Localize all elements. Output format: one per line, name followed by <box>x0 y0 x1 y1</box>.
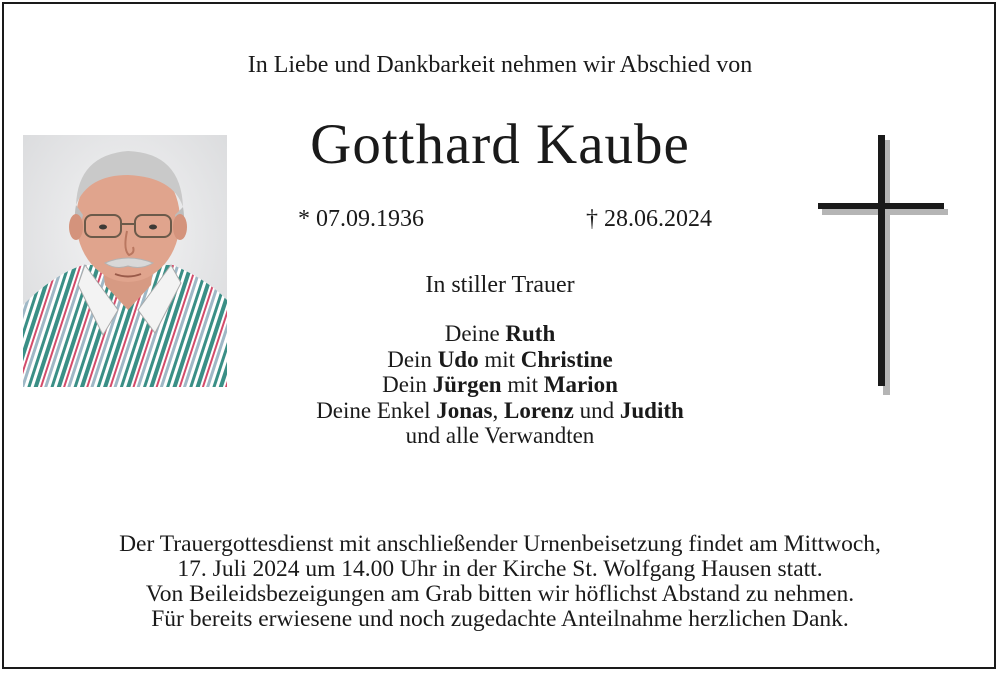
family-text: und <box>573 397 620 423</box>
cross-icon <box>810 130 955 395</box>
family-member: Jonas <box>436 397 493 423</box>
family-text: , <box>492 397 505 423</box>
mourning-line: In stiller Trauer <box>425 272 575 298</box>
deceased-name: Gotthard Kaube <box>310 113 690 176</box>
family-line: und alle Verwandten <box>405 423 595 448</box>
service-announcement <box>0 532 1000 632</box>
family-text: Dein <box>382 372 433 397</box>
birth-date: * 07.09.1936 <box>298 206 424 232</box>
portrait-photo <box>23 135 227 387</box>
portrait-icon <box>23 135 227 387</box>
family-text: Deine <box>444 321 506 346</box>
death-date: † 28.06.2024 <box>586 206 712 232</box>
family-text: Dein <box>387 346 438 372</box>
family-text: mit <box>478 346 521 372</box>
family-member: Christine <box>520 346 613 372</box>
service-line: 17. Juli 2024 um 14.00 Uhr in der Kirche St. Wolfgang Hausen statt. <box>177 556 823 582</box>
service-line: Von Beileidsbezeigungen am Grab bitten wir höflichst Abstand zu nehmen. <box>145 581 855 607</box>
family-member: Jürgen <box>432 372 502 397</box>
family-text: Deine Enkel <box>316 397 437 423</box>
intro-line: In Liebe und Dankbarkeit nehmen wir Abschied von <box>247 52 753 78</box>
family-member: Lorenz <box>504 397 574 423</box>
family-line <box>0 398 1000 424</box>
family-member: Udo <box>437 346 479 372</box>
family-member: Marion <box>543 372 618 397</box>
family-text: mit <box>501 372 544 397</box>
family-member: Ruth <box>505 321 556 346</box>
service-line: Der Trauergottesdienst mit anschließender Urnenbeisetzung findet am Mittwoch, <box>119 531 881 557</box>
family-member: Judith <box>619 397 684 423</box>
service-line: Für bereits erwiesene und noch zugedachte Anteilnahme herzlichen Dank. <box>151 606 849 632</box>
